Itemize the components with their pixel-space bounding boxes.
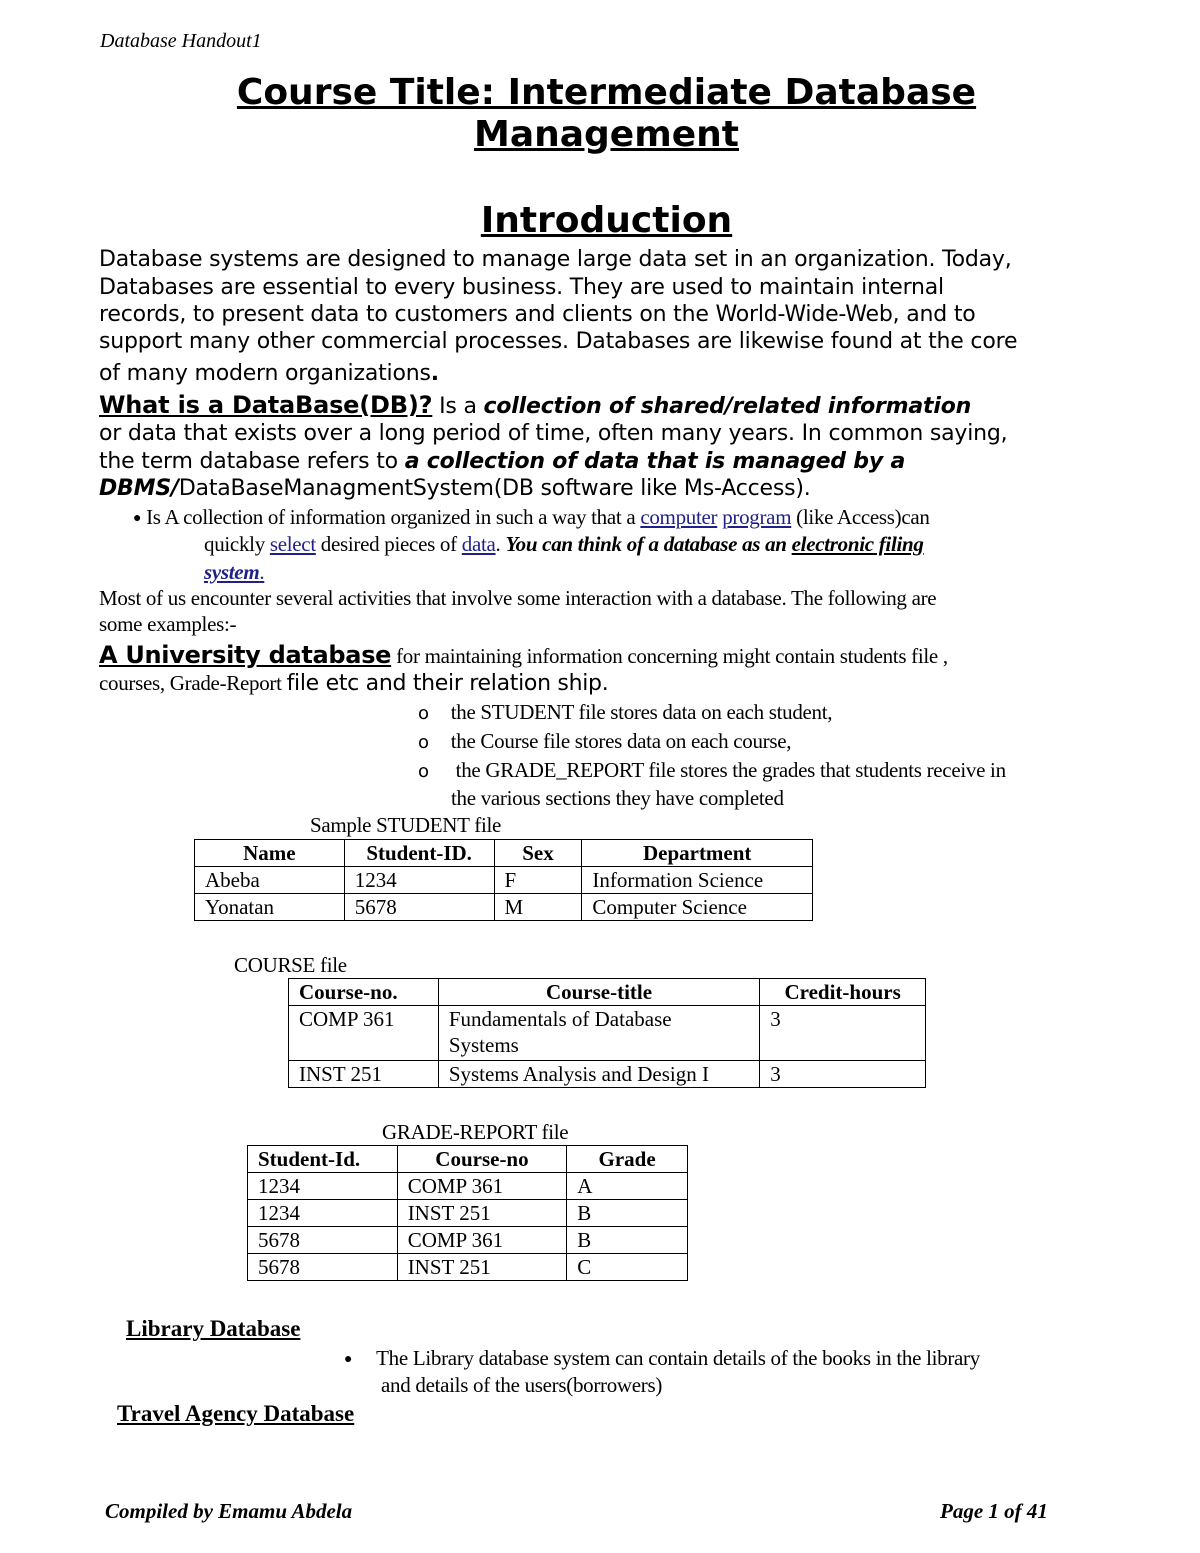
column-header: Course-title bbox=[438, 979, 759, 1006]
intro-last-line: of many modern organizations bbox=[99, 361, 431, 386]
dbms-term: DBMS/ bbox=[99, 476, 179, 501]
table-row bbox=[195, 867, 813, 894]
footer-page-number: Page 1 of 41 bbox=[940, 1499, 1048, 1523]
table-cell: Abeba bbox=[195, 867, 345, 894]
table-row bbox=[195, 894, 813, 921]
course-table-caption: COURSE file bbox=[234, 953, 347, 977]
table-cell: B bbox=[567, 1200, 688, 1227]
table-cell: COMP 361 bbox=[397, 1173, 567, 1200]
what-is-definition: collection of shared/related information bbox=[483, 394, 972, 419]
library-heading: Library Database bbox=[126, 1316, 301, 1341]
bullet-dot-icon: ● bbox=[133, 511, 142, 527]
university-line-2 bbox=[99, 671, 608, 696]
what-is-line-3b: a collection of data that is managed by a bbox=[404, 449, 906, 474]
column-header: Credit-hours bbox=[760, 979, 926, 1006]
link-program[interactable]: program bbox=[722, 505, 792, 529]
university-bullet-3-cont: the various sections they have completed bbox=[451, 786, 784, 810]
what-is-line-3a: the term database refers to bbox=[99, 449, 405, 474]
table-cell: 1234 bbox=[248, 1173, 398, 1200]
course-table bbox=[288, 978, 926, 1088]
title-line-2: Management bbox=[474, 114, 739, 155]
university-text-3: file etc and their relation ship. bbox=[286, 671, 609, 696]
table-row bbox=[289, 1006, 926, 1061]
circle-bullet-icon: o bbox=[418, 703, 429, 724]
university-bullet-3-text: the GRADE_REPORT file stores the grades that students receive in bbox=[450, 758, 1006, 782]
intro-heading: Introduction bbox=[480, 200, 733, 241]
what-is-line-3 bbox=[99, 449, 905, 474]
table-cell: 5678 bbox=[248, 1227, 398, 1254]
what-is-is: Is a bbox=[432, 394, 484, 419]
university-bullet-3 bbox=[418, 758, 1006, 783]
table-cell: 1234 bbox=[344, 867, 494, 894]
table-cell: M bbox=[494, 894, 582, 921]
course-title-line-1: Fundamentals of Database bbox=[448, 1007, 672, 1031]
bullet-1-text-e: . bbox=[495, 532, 506, 556]
library-line-2: and details of the users(borrowers) bbox=[381, 1373, 663, 1397]
table-cell: 5678 bbox=[248, 1254, 398, 1281]
bullet-1-text-c: quickly bbox=[204, 532, 270, 556]
library-text-1: The Library database system can contain details of the books in the library bbox=[376, 1346, 980, 1370]
column-header: Name bbox=[195, 840, 345, 867]
footer-left: Compiled by Emamu Abdela bbox=[105, 1499, 353, 1523]
intro-line-2: Databases are essential to every business. They are used to maintain internal bbox=[99, 275, 944, 300]
examples-line-1: Most of us encounter several activities that involve some interaction with a database. The following are bbox=[99, 586, 937, 610]
table-cell bbox=[438, 1006, 759, 1061]
table-cell: INST 251 bbox=[289, 1061, 439, 1088]
table-cell: C bbox=[567, 1254, 688, 1281]
table-cell: 3 bbox=[760, 1006, 926, 1061]
grade-table-caption: GRADE-REPORT file bbox=[382, 1120, 569, 1144]
dbms-expansion: DataBaseManagmentSystem(DB software like Ms-Access). bbox=[178, 476, 811, 501]
university-text-1: for maintaining information concerning might contain students file , bbox=[391, 644, 948, 668]
table-cell: 5678 bbox=[344, 894, 494, 921]
table-header-row bbox=[248, 1146, 688, 1173]
intro-line-1: Database systems are designed to manage large data set in an organization. Today, bbox=[99, 247, 1012, 272]
examples-line-2: some examples:- bbox=[99, 612, 237, 636]
what-is-question: What is a DataBase(DB)? bbox=[99, 391, 433, 419]
bullet-1-line-1 bbox=[133, 505, 930, 530]
library-line-1 bbox=[344, 1346, 980, 1371]
university-text-2: courses, Grade-Report bbox=[99, 671, 287, 695]
circle-bullet-icon: o bbox=[418, 732, 429, 753]
column-header: Student-Id. bbox=[248, 1146, 398, 1173]
grade-table bbox=[247, 1145, 688, 1281]
university-heading: A University database bbox=[99, 641, 392, 669]
intro-line-5 bbox=[99, 361, 439, 386]
university-bullet-1 bbox=[418, 700, 832, 725]
table-header-row bbox=[195, 840, 813, 867]
table-cell: Yonatan bbox=[195, 894, 345, 921]
column-header: Student-ID. bbox=[344, 840, 494, 867]
table-cell: B bbox=[567, 1227, 688, 1254]
bullet-1-text-b: (like Access)can bbox=[791, 505, 930, 529]
what-is-line-4 bbox=[99, 476, 811, 501]
column-header: Grade bbox=[567, 1146, 688, 1173]
intro-line-4: support many other commercial processes. Databases are likewise found at the core bbox=[99, 329, 1018, 354]
what-is-line-2: or data that exists over a long period of time, often many years. In common saying, bbox=[99, 421, 1008, 446]
column-header: Course-no. bbox=[289, 979, 439, 1006]
bullet-1-line-3 bbox=[204, 560, 264, 585]
header-text: Database Handout1 bbox=[100, 30, 262, 52]
column-header: Department bbox=[582, 840, 813, 867]
table-cell: INST 251 bbox=[397, 1254, 567, 1281]
student-table-caption: Sample STUDENT file bbox=[310, 813, 502, 837]
travel-heading: Travel Agency Database bbox=[117, 1401, 355, 1426]
table-cell: Information Science bbox=[582, 867, 813, 894]
university-bullet-2-text: the Course file stores data on each course, bbox=[450, 729, 792, 753]
university-bullet-2 bbox=[418, 729, 791, 754]
course-title-line-2: Systems bbox=[448, 1033, 519, 1057]
table-cell: A bbox=[567, 1173, 688, 1200]
column-header: Sex bbox=[494, 840, 582, 867]
column-header: Course-no bbox=[397, 1146, 567, 1173]
table-cell: COMP 361 bbox=[397, 1227, 567, 1254]
table-row bbox=[248, 1254, 688, 1281]
table-cell: INST 251 bbox=[397, 1200, 567, 1227]
bullet-dot-icon: ● bbox=[344, 1352, 353, 1368]
link-computer[interactable]: computer bbox=[640, 505, 718, 529]
student-table bbox=[194, 839, 813, 921]
table-row bbox=[289, 1061, 926, 1088]
link-select[interactable]: select bbox=[269, 532, 316, 556]
table-row bbox=[248, 1173, 688, 1200]
university-line-1 bbox=[99, 641, 948, 669]
table-header-row bbox=[289, 979, 926, 1006]
intro-last-punct: . bbox=[430, 361, 439, 386]
bullet-1-text-d: desired pieces of bbox=[315, 532, 462, 556]
table-cell: 1234 bbox=[248, 1200, 398, 1227]
link-data[interactable]: data bbox=[461, 532, 496, 556]
table-cell: F bbox=[494, 867, 582, 894]
table-cell: 3 bbox=[760, 1061, 926, 1088]
bullet-1-end: . bbox=[259, 560, 265, 584]
table-cell: Computer Science bbox=[582, 894, 813, 921]
table-row bbox=[248, 1227, 688, 1254]
link-system[interactable]: system bbox=[204, 560, 260, 584]
circle-bullet-icon: o bbox=[418, 761, 429, 782]
table-row bbox=[248, 1200, 688, 1227]
table-cell: COMP 361 bbox=[289, 1006, 439, 1061]
title-line-1: Course Title: Intermediate Database bbox=[236, 72, 977, 113]
table-cell: Systems Analysis and Design I bbox=[438, 1061, 759, 1088]
university-bullet-1-text: the STUDENT file stores data on each student, bbox=[450, 700, 833, 724]
intro-line-3: records, to present data to customers and clients on the World-Wide-Web, and to bbox=[99, 302, 976, 327]
bullet-1-italic-underline: electronic filing bbox=[791, 532, 924, 556]
bullet-1-italic: You can think of a database as an bbox=[505, 532, 792, 556]
bullet-1-line-2 bbox=[204, 532, 924, 557]
what-is-line-1 bbox=[99, 391, 971, 419]
bullet-1-text-a: Is A collection of information organized in such a way that a bbox=[146, 505, 641, 529]
